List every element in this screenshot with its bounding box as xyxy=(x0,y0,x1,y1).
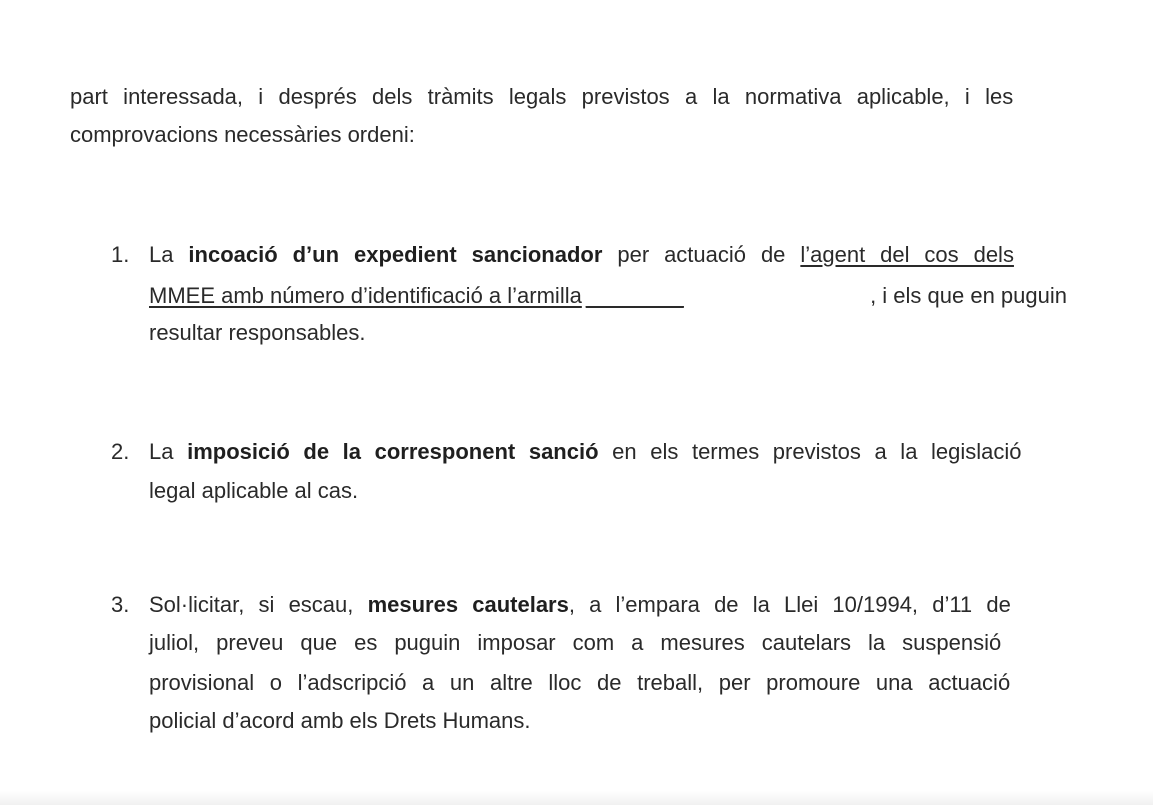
item-2-text-a: La xyxy=(149,439,188,464)
item-1-blank: ________ xyxy=(585,283,684,308)
item-3-line-1 xyxy=(149,592,1011,618)
intro-text-1: part interessada, i després dels tràmits legals previstos a la normativa aplicable, i les xyxy=(70,84,1014,109)
item-1-line-2 xyxy=(149,283,1067,309)
item-2-bold: imposició de la corresponent sanció xyxy=(187,439,599,464)
item-1-line-3 xyxy=(149,320,365,346)
item-3-text-a: Sol·licitar, si escau, xyxy=(149,592,368,617)
item-3-bold: mesures cautelars xyxy=(367,592,569,617)
item-1-text-3: resultar responsables. xyxy=(149,320,366,345)
intro-line-1 xyxy=(70,84,1013,110)
item-3-number: 3. xyxy=(111,592,130,617)
item-1-line-1 xyxy=(149,242,1014,268)
item-3-line-3 xyxy=(149,670,1010,696)
intro-text-2: comprovacions necessàries ordeni: xyxy=(70,122,415,147)
item-2-line-2 xyxy=(149,478,358,504)
item-2-number: 2. xyxy=(111,439,130,464)
item-1-text-a: La xyxy=(149,242,189,267)
item-1-text-rest: , i els que en puguin xyxy=(870,283,1067,308)
item-3-line-4 xyxy=(149,708,531,734)
item-1-underlined-1: l’agent del cos dels xyxy=(800,242,1014,267)
item-3-text-b: , a l’empara de la Llei 10/1994, d’11 de xyxy=(568,592,1011,617)
item-2-text-b: en els termes previstos a la legislació xyxy=(598,439,1022,464)
intro-line-2 xyxy=(70,122,415,148)
item-3-text-3: provisional o l’adscripció a un altre lloc de treball, per promoure una actuació xyxy=(149,670,1011,695)
item-3-text-2: juliol, preveu que es puguin imposar com a mesures cautelars la suspensió xyxy=(149,630,1002,655)
page-bottom-edge xyxy=(0,791,1153,805)
item-2-line-1 xyxy=(149,439,1022,465)
item-1-number: 1. xyxy=(111,242,130,267)
item-1-text-b: per actuació de xyxy=(602,242,801,267)
item-1-bold: incoació d’un expedient sancionador xyxy=(188,242,603,267)
item-2-text-2: legal aplicable al cas. xyxy=(149,478,359,503)
item-3-text-4: policial d’acord amb els Drets Humans. xyxy=(149,708,531,733)
item-1-underlined-2: MMEE amb número d’identificació a l’armilla xyxy=(149,283,582,308)
item-3-line-2 xyxy=(149,630,1001,656)
